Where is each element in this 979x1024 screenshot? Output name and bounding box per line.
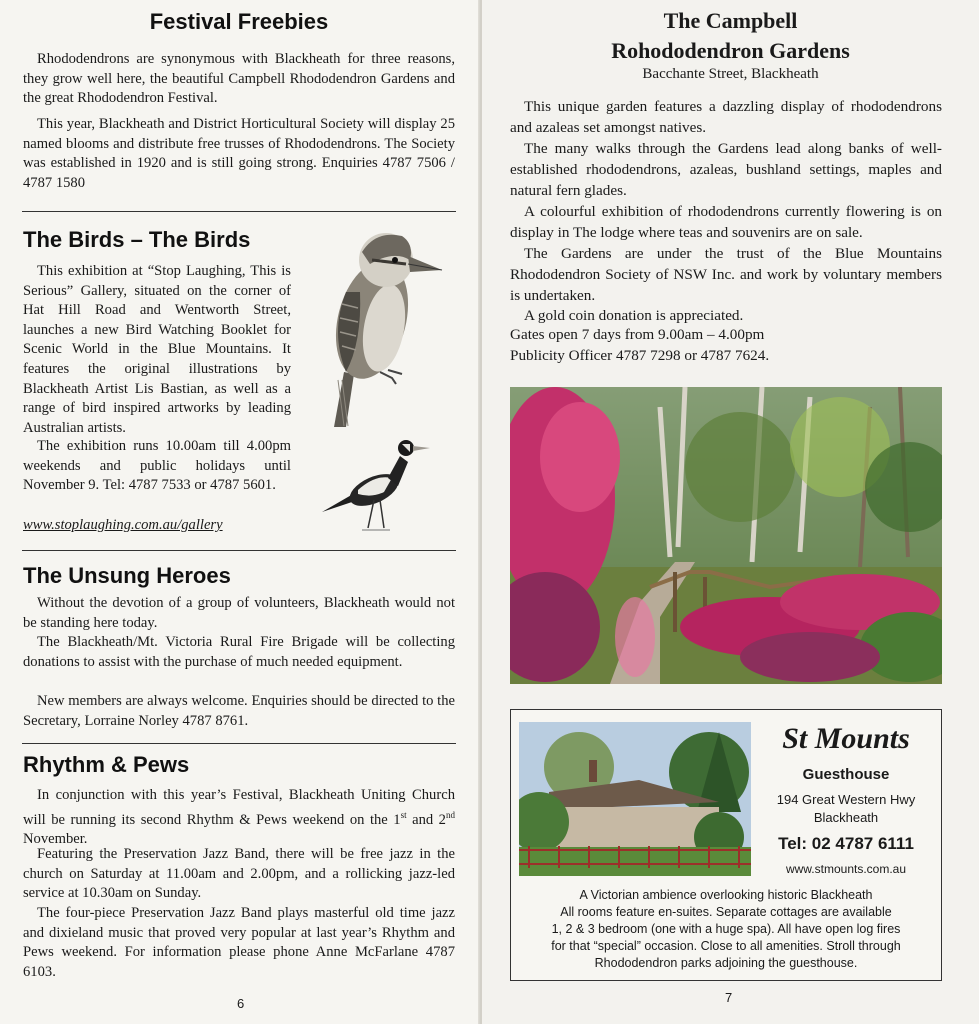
gardens-paragraph-2: The many walks through the Gardens lead along banks of well-established rhododendrons, azaleas, bushland settings, maples and natural fern glades. xyxy=(510,140,942,199)
ad-guesthouse-label: Guesthouse xyxy=(802,766,890,783)
divider xyxy=(22,743,456,744)
heroes-paragraph-3: New members are always welcome. Enquiries should be directed to the Secretary, Lorraine Norley 4787 8761. xyxy=(23,693,455,729)
gardens-paragraph-1: This unique garden features a dazzling display of rhododendrons and azaleas set amongst natives. xyxy=(510,98,942,136)
divider xyxy=(22,211,456,212)
ad-address-line-2: Blackheath xyxy=(813,810,879,825)
festival-title: Festival Freebies xyxy=(149,9,329,34)
magpie-illustration xyxy=(318,432,438,540)
gardens-title-line-2: Rohododendron Gardens xyxy=(611,38,850,63)
rhythm-paragraph-3: The four-piece Preservation Jazz Band plays masterful old time jazz and dixieland music that proved very popular at last year’s Rhythm and Pews weekend. For information please phone Anne McFarlane 4787 6103. xyxy=(23,905,455,980)
festival-paragraph-1: Rhododendrons are synonymous with Blackheath for three reasons, they grow well here, the beautiful Campbell Rhododendron Gardens and the great Rhododendron Festival. xyxy=(23,51,455,107)
birds-title: The Birds – The Birds xyxy=(23,227,251,252)
st-mounts-logo: St Mounts xyxy=(782,722,910,755)
rhythm-title: Rhythm & Pews xyxy=(23,752,190,777)
heroes-title: The Unsung Heroes xyxy=(23,563,231,588)
gardens-paragraph-3: A colourful exhibition of rhododendrons currently flowering is on display in The lodge where teas and souvenirs are on sale. xyxy=(510,203,942,241)
garden-photo xyxy=(510,387,942,684)
guesthouse-photo xyxy=(519,722,751,876)
right-page xyxy=(482,0,979,1024)
ad-description-line-2: All rooms feature en-suites. Separate cottages are available xyxy=(560,905,892,919)
gardens-title-line-1: The Campbell xyxy=(663,8,798,33)
gardens-paragraph-4: The Gardens are under the trust of the Blue Mountains Rhododendron Society of NSW Inc. and work by voluntary members is undertaken. xyxy=(510,245,942,304)
ad-description-line-3: 1, 2 & 3 bedroom (one with a huge spa). All have open log fires xyxy=(551,922,901,936)
kookaburra-illustration xyxy=(310,222,450,432)
festival-paragraph-2: This year, Blackheath and District Horticultural Society will display 25 named blooms and distribute free trusses of Rhododendrons. The Society was established in 1920 and is still going strong. Enquiries 4787 7506 / 4787 1580 xyxy=(23,116,455,191)
gardens-publicity: Publicity Officer 4787 7298 or 4787 7624. xyxy=(510,347,770,364)
gardens-paragraph-5: A gold coin donation is appreciated. xyxy=(524,307,744,324)
left-page xyxy=(0,0,480,1024)
ad-address-line-1: 194 Great Western Hwy xyxy=(776,792,916,807)
rhythm-paragraph-1: In conjunction with this year’s Festival, Blackheath Uniting Church will be running its second Rhythm & Pews weekend on the 1st and 2nd November. xyxy=(23,787,455,848)
ad-description-line-1: A Victorian ambience overlooking historic Blackheath xyxy=(579,888,873,902)
divider xyxy=(22,550,456,551)
gardens-address: Bacchante Street, Blackheath xyxy=(642,66,819,82)
page-number: 7 xyxy=(725,990,733,1005)
st-mounts-advertisement xyxy=(510,709,942,981)
birds-paragraph-1: This exhibition at “Stop Laughing, This is Serious” Gallery, situated on the corner of Hat Hill Road and Wentworth Street, launches a new Bird Watching Booklet for Scenic World in the Blue Mountains. It features the original illustrations by Blackheath Artist Lis Bastian, as well as a range of bird inspired artworks by leading Australian artists. xyxy=(23,263,291,436)
ad-website[interactable]: www.stmounts.com.au xyxy=(785,862,907,876)
page-number: 6 xyxy=(237,996,245,1011)
rhythm-paragraph-2: Featuring the Preservation Jazz Band, there will be free jazz in the church on Saturday at 11.00am and 2.00pm, and a rollicking jazz-led service at 10.30am on Sunday. xyxy=(23,846,455,902)
gallery-link[interactable]: www.stoplaughing.com.au/gallery xyxy=(23,517,223,533)
ad-description-line-4: for that “special” occasion. Close to all amenities. Stroll through xyxy=(551,939,901,953)
ad-telephone: Tel: 02 4787 6111 xyxy=(778,834,914,853)
gardens-hours: Gates open 7 days from 9.00am – 4.00pm xyxy=(510,326,765,343)
heroes-paragraph-1: Without the devotion of a group of volunteers, Blackheath would not be standing here today. xyxy=(23,595,455,631)
birds-paragraph-2: The exhibition runs 10.00am till 4.00pm weekends and public holidays until November 9. Tel: 4787 7533 or 4787 5601. xyxy=(23,438,291,494)
ad-description-line-5: Rhododendron parks adjoining the guesthouse. xyxy=(594,956,858,970)
heroes-paragraph-2: The Blackheath/Mt. Victoria Rural Fire Brigade will be collecting donations to assist with the purchase of much needed equipment. xyxy=(23,634,455,670)
